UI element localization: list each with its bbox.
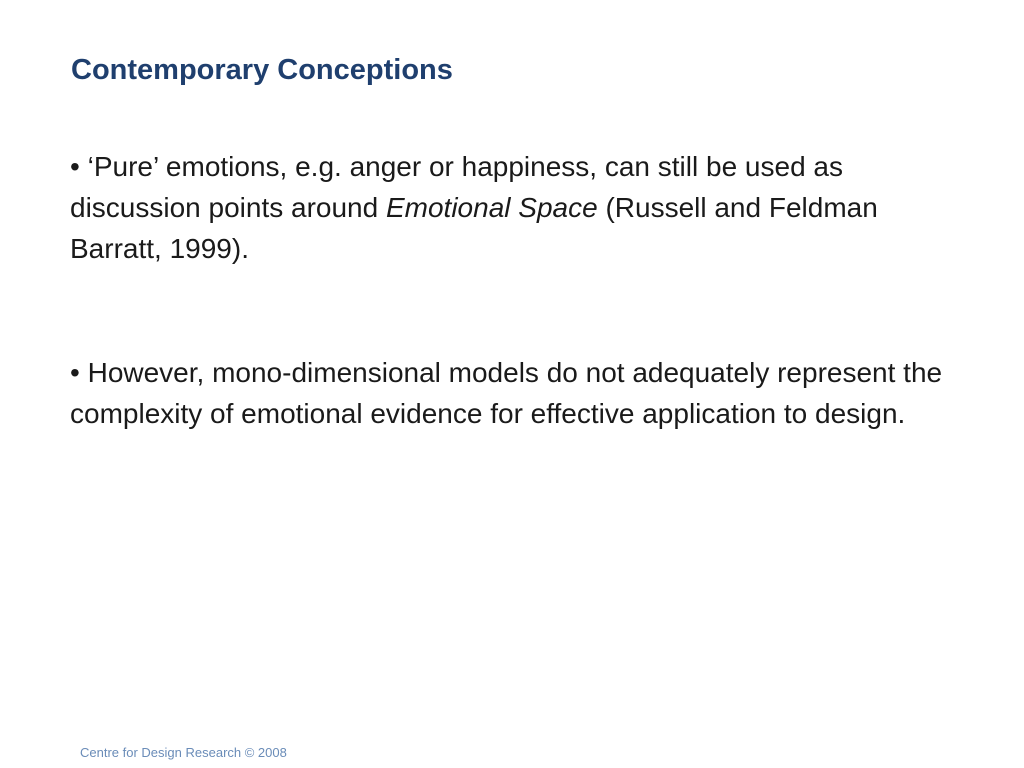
bullet-emphasis: Emotional Space (385, 192, 598, 223)
bullet-text-tail: (Russell and Feldman Barratt, 1999). (70, 192, 878, 264)
footer-copyright: Centre for Design Research © 2008 (80, 745, 287, 760)
bullet-text: ‘Pure’ emotions, e.g. anger or happiness, can still be used as discussion points around (70, 151, 843, 223)
bullet-item (70, 352, 970, 434)
bullet-marker: • (70, 151, 80, 182)
slide-body (70, 146, 970, 434)
slide-title: Contemporary Conceptions (71, 54, 453, 86)
bullet-marker: • (70, 357, 80, 388)
bullet-text: However, mono-dimensional models do not adequately represent the complexity of emotional evidence for effective application to design. (70, 357, 943, 429)
bullet-item (70, 146, 970, 269)
